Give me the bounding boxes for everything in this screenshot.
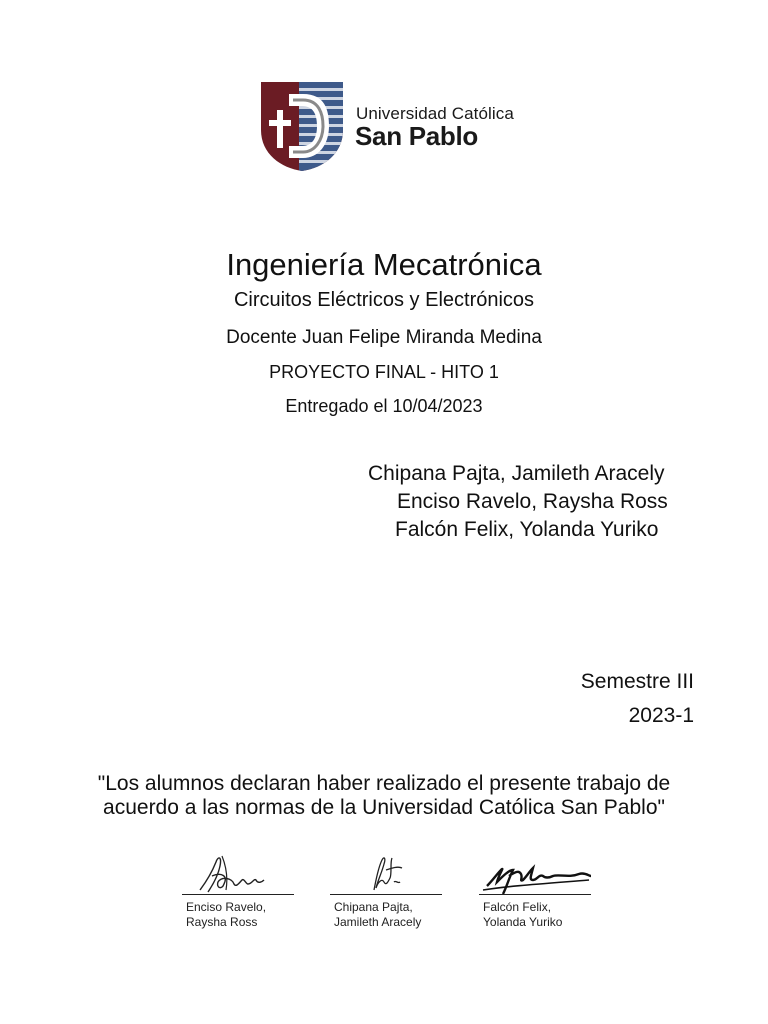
academic-period: 2023-1 <box>628 704 694 727</box>
signer-name: Falcón Felix, Yolanda Yuriko <box>483 900 563 929</box>
logo-text-san-pablo: San Pablo <box>355 121 478 151</box>
teacher-name: Docente Juan Felipe Miranda Medina <box>226 327 542 348</box>
handwritten-signature <box>330 852 442 897</box>
author-name: Enciso Ravelo, Raysha Ross <box>397 490 668 513</box>
university-logo <box>259 80 519 175</box>
university-shield-icon <box>259 80 345 172</box>
author-name: Falcón Felix, Yolanda Yuriko <box>395 518 659 541</box>
signature-block <box>479 852 639 942</box>
declaration-text <box>0 772 768 820</box>
project-title: PROYECTO FINAL - HITO 1 <box>269 362 499 382</box>
signature-line <box>479 894 591 895</box>
signature-line <box>182 894 294 895</box>
declaration-line: "Los alumnos declaran haber realizado el presente trabajo de <box>97 772 671 795</box>
career-title: Ingeniería Mecatrónica <box>226 247 542 282</box>
signature-block <box>182 852 342 942</box>
signature-line <box>330 894 442 895</box>
declaration-line: acuerdo a las normas de la Universidad Católica San Pablo" <box>103 796 665 819</box>
handwritten-signature <box>479 852 599 897</box>
author-name: Chipana Pajta, Jamileth Aracely <box>368 462 665 485</box>
semester-label: Semestre III <box>580 670 694 693</box>
logo-text-university: Universidad Católica <box>356 104 514 123</box>
handwritten-signature <box>182 852 294 897</box>
delivery-date: Entregado el 10/04/2023 <box>285 396 483 416</box>
course-name: Circuitos Eléctricos y Electrónicos <box>233 289 535 311</box>
signature-block <box>330 852 490 942</box>
signer-name: Enciso Ravelo, Raysha Ross <box>186 900 267 929</box>
signer-name: Chipana Pajta, Jamileth Aracely <box>334 900 422 929</box>
